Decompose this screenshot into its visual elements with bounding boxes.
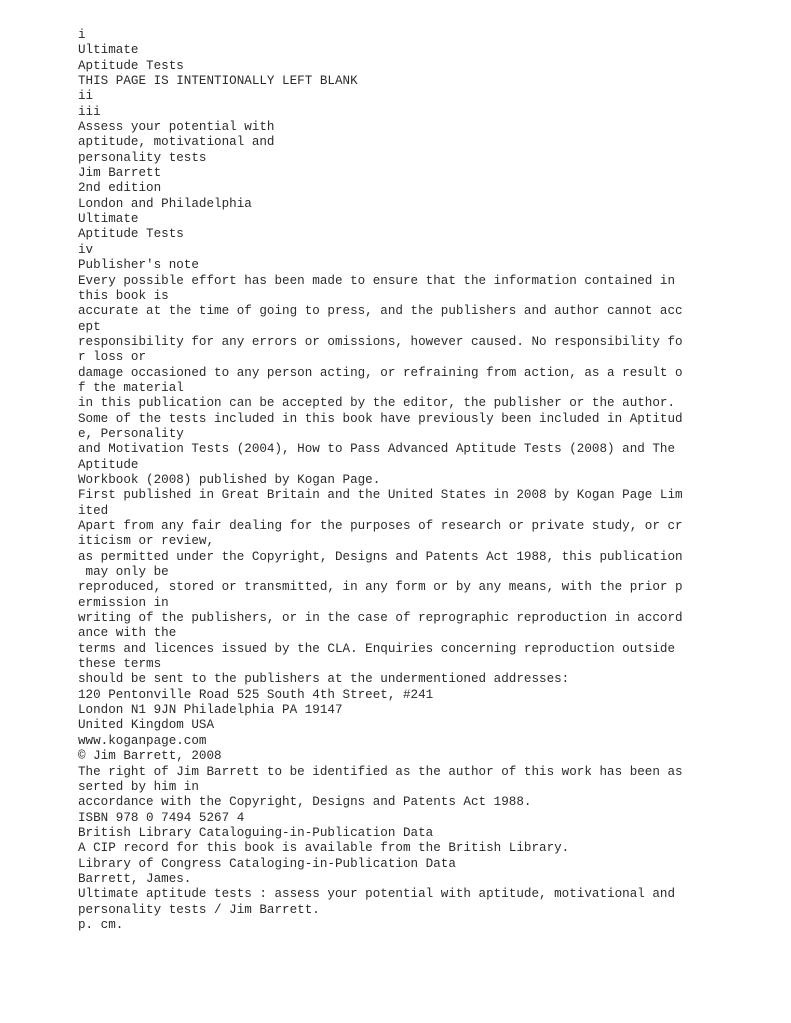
text-line: First published in Great Britain and the United States in 2008 by Kogan Page Lim [78,488,683,503]
text-line: r loss or [78,350,147,365]
text-line: i [78,28,86,42]
text-line: ited [78,503,109,518]
text-line: Barrett, James. [78,871,192,886]
text-line: and Motivation Tests (2004), How to Pass Advanced Aptitude Tests (2008) and The [78,442,676,457]
text-line: Assess your potential with [78,120,275,135]
text-line: THIS PAGE IS INTENTIONALLY LEFT BLANK [78,74,358,89]
text-line: this book is [78,288,169,303]
text-line: ance with the [78,626,177,641]
text-line: ii [78,89,94,104]
text-line: should be sent to the publishers at the undermentioned addresses: [78,672,570,687]
text-line: A CIP record for this book is available from the British Library. [78,841,570,856]
text-line: may only be [78,565,169,580]
text-line: British Library Cataloguing-in-Publication Data [78,825,434,840]
text-line: London and Philadelphia [78,196,252,211]
text-line: www.koganpage.com [78,733,207,748]
text-line: accordance with the Copyright, Designs and Patents Act 1988. [78,795,532,810]
text-line: Aptitude Tests [78,58,184,73]
text-line: ermission in [78,595,169,610]
text-line: personality tests [78,150,207,165]
text-line: damage occasioned to any person acting, or refraining from action, as a result o [78,365,683,380]
text-line: these terms [78,657,162,672]
text-line: iii [78,104,101,119]
text-line: United Kingdom USA [78,718,215,733]
text-line: accurate at the time of going to press, and the publishers and author cannot acc [78,304,683,319]
text-line: Publisher's note [78,258,199,273]
text-line: writing of the publishers, or in the case of reprographic reproduction in accord [78,611,683,626]
text-line: responsibility for any errors or omissions, however caused. No responsibility fo [78,334,683,349]
text-line: reproduced, stored or transmitted, in any form or by any means, with the prior p [78,580,683,595]
text-line: ept [78,319,101,334]
text-line: aptitude, motivational and [78,135,275,150]
text-line: p. cm. [78,917,124,932]
text-line: ISBN 978 0 7494 5267 4 [78,810,245,825]
text-line: Apart from any fair dealing for the purposes of research or private study, or cr [78,519,683,533]
text-line: Ultimate [78,212,139,227]
text-line: iv [78,242,94,257]
text-line: 2nd edition [78,181,162,196]
text-line: Every possible effort has been made to ensure that the information contained in [78,273,676,288]
text-line: serted by him in [78,779,199,794]
document-page [78,28,718,933]
text-line: e, Personality [78,426,184,441]
text-line: as permitted under the Copyright, Designs and Patents Act 1988, this publication [78,549,683,564]
text-line: 120 Pentonville Road 525 South 4th Street, #241 [78,687,434,702]
text-line: Library of Congress Cataloging-in-Publication Data [78,856,456,871]
text-line: Some of the tests included in this book have previously been included in Aptitud [78,411,683,426]
text-line: Aptitude [78,457,139,472]
text-line: Jim Barrett [78,166,162,181]
text-line: in this publication can be accepted by the editor, the publisher or the author. [78,396,676,411]
text-line: Workbook (2008) published by Kogan Page. [78,472,381,487]
text-line: Ultimate aptitude tests : assess your potential with aptitude, motivational and [78,887,676,902]
text-line: f the material [78,380,184,395]
text-line: The right of Jim Barrett to be identified as the author of this work has been as [78,764,683,779]
text-line: Aptitude Tests [78,227,184,242]
text-line: © Jim Barrett, 2008 [78,749,222,764]
text-line: personality tests / Jim Barrett. [78,902,320,917]
text-line: London N1 9JN Philadelphia PA 19147 [78,703,343,718]
text-line: Ultimate [78,43,139,58]
text-line: terms and licences issued by the CLA. Enquiries concerning reproduction outside [78,641,676,656]
text-line: iticism or review, [78,534,215,549]
